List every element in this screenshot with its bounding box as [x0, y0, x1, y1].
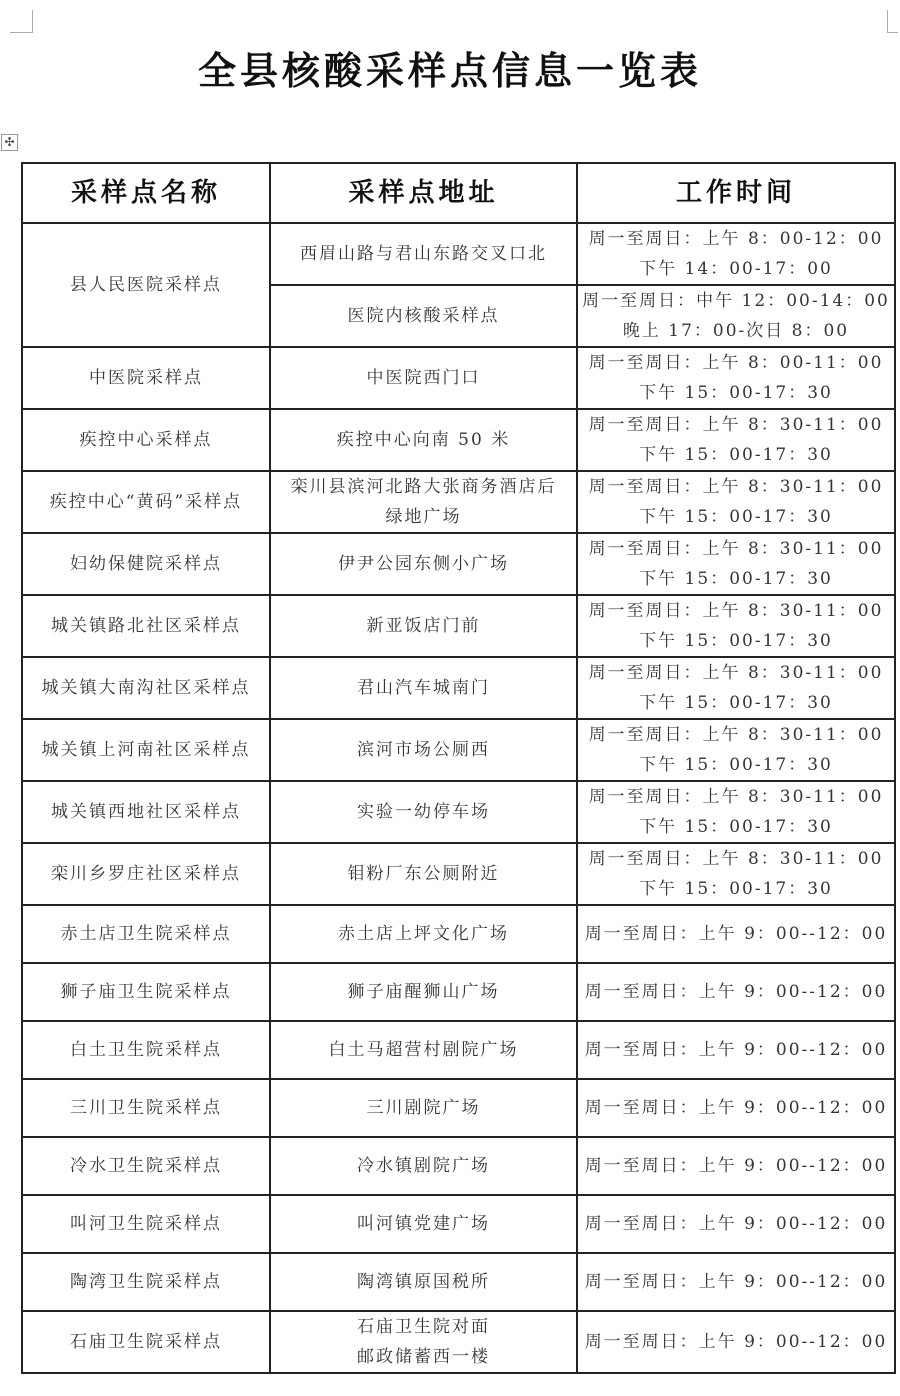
working-hours-cell-line: 周一至周日：上午 8：30-11：00 [588, 663, 884, 683]
working-hours-cell [577, 1311, 895, 1373]
site-name-cell: 狮子庙卫生院采样点 [22, 963, 270, 1021]
working-hours-cell-line: 周一至周日：中午 12：00-14：00 [582, 291, 890, 311]
site-address-cell-line: 疾控中心向南 50 米 [336, 430, 511, 450]
page-corner-mark-left [10, 10, 33, 33]
site-address-cell-line: 滨河市场公厕西 [357, 740, 490, 760]
working-hours-cell [577, 905, 895, 963]
working-hours-cell-line: 周一至周日：上午 9：00--12：00 [584, 924, 888, 944]
site-address-cell [270, 1021, 577, 1079]
site-address-cell-line: 栾川县滨河北路大张商务酒店后 [290, 477, 557, 497]
site-name-cell: 城关镇西地社区采样点 [22, 781, 270, 843]
site-address-cell-line: 中医院西门口 [366, 368, 481, 388]
table-move-handle-icon[interactable]: ✣ [1, 134, 18, 151]
working-hours-cell [577, 471, 895, 533]
site-address-cell-line: 君山汽车城南门 [357, 678, 490, 698]
site-address-cell [270, 595, 577, 657]
site-name-cell: 赤土店卫生院采样点 [22, 905, 270, 963]
site-address-cell-line: 狮子庙醒狮山广场 [347, 982, 500, 1002]
working-hours-cell [577, 1195, 895, 1253]
working-hours-cell-line: 下午 15：00-17：30 [639, 569, 833, 589]
site-address-cell-line: 叫河镇党建广场 [357, 1214, 490, 1234]
site-address-cell-line: 实验一幼停车场 [357, 802, 490, 822]
site-address-cell [270, 657, 577, 719]
table-row [22, 1253, 895, 1311]
site-address-cell-line: 三川剧院广场 [366, 1098, 481, 1118]
site-name-cell: 城关镇路北社区采样点 [22, 595, 270, 657]
table-row [22, 657, 895, 719]
site-address-cell-line: 赤土店上坪文化广场 [338, 924, 509, 944]
working-hours-cell [577, 1021, 895, 1079]
working-hours-cell-line: 周一至周日：上午 8：30-11：00 [588, 539, 884, 559]
working-hours-cell-line: 周一至周日：上午 8：30-11：00 [588, 849, 884, 869]
site-address-cell [270, 471, 577, 533]
working-hours-cell-line: 周一至周日：上午 9：00--12：00 [584, 1098, 888, 1118]
site-address-cell [270, 1253, 577, 1311]
working-hours-cell [577, 595, 895, 657]
table-row [22, 533, 895, 595]
working-hours-cell [577, 347, 895, 409]
table-row [22, 1021, 895, 1079]
working-hours-cell-line: 周一至周日：上午 9：00--12：00 [584, 1040, 888, 1060]
working-hours-cell [577, 1253, 895, 1311]
working-hours-cell-line: 周一至周日：上午 8：30-11：00 [588, 415, 884, 435]
table-row [22, 595, 895, 657]
working-hours-cell [577, 223, 895, 285]
table-row [22, 1311, 895, 1373]
working-hours-cell-line: 周一至周日：上午 9：00--12：00 [584, 1272, 888, 1292]
working-hours-cell [577, 409, 895, 471]
site-address-cell-line: 伊尹公园东侧小广场 [338, 554, 509, 574]
working-hours-cell-line: 下午 15：00-17：30 [639, 693, 833, 713]
table-row [22, 223, 895, 285]
site-name-cell: 三川卫生院采样点 [22, 1079, 270, 1137]
table-row [22, 1137, 895, 1195]
site-name-cell: 陶湾卫生院采样点 [22, 1253, 270, 1311]
header-working-hours: 工作时间 [577, 163, 895, 223]
site-address-cell [270, 1195, 577, 1253]
site-address-cell [270, 1079, 577, 1137]
sampling-sites-table [21, 162, 896, 1374]
document-title: 全县核酸采样点信息一览表 [197, 48, 702, 93]
table-row [22, 1079, 895, 1137]
site-address-cell [270, 285, 577, 347]
working-hours-cell-line: 周一至周日：上午 9：00--12：00 [584, 1156, 888, 1176]
site-address-cell [270, 781, 577, 843]
site-address-cell [270, 905, 577, 963]
site-address-cell [270, 409, 577, 471]
header-site-name: 采样点名称 [22, 163, 270, 223]
site-address-cell [270, 963, 577, 1021]
working-hours-cell [577, 963, 895, 1021]
working-hours-cell-line: 周一至周日：上午 8：30-11：00 [588, 787, 884, 807]
site-address-cell [270, 1311, 577, 1373]
site-address-cell-line: 陶湾镇原国税所 [357, 1272, 490, 1292]
site-name-cell: 白土卫生院采样点 [22, 1021, 270, 1079]
working-hours-cell-line: 晚上 17：00-次日 8：00 [622, 321, 850, 341]
working-hours-cell [577, 285, 895, 347]
working-hours-cell [577, 657, 895, 719]
table-row [22, 1195, 895, 1253]
site-address-cell [270, 223, 577, 285]
site-address-cell [270, 1137, 577, 1195]
table-row [22, 719, 895, 781]
header-site-address: 采样点地址 [270, 163, 577, 223]
working-hours-cell [577, 533, 895, 595]
working-hours-cell-line: 周一至周日：上午 9：00--12：00 [584, 982, 888, 1002]
site-address-cell [270, 843, 577, 905]
working-hours-cell [577, 781, 895, 843]
table-row [22, 347, 895, 409]
site-address-cell [270, 533, 577, 595]
working-hours-cell-line: 下午 15：00-17：30 [639, 879, 833, 899]
site-name-cell: 叫河卫生院采样点 [22, 1195, 270, 1253]
working-hours-cell [577, 843, 895, 905]
working-hours-cell-line: 下午 15：00-17：30 [639, 445, 833, 465]
working-hours-cell-line: 下午 15：00-17：30 [639, 631, 833, 651]
working-hours-cell-line: 周一至周日：上午 8：00-12：00 [588, 229, 884, 249]
site-address-cell-line: 白土马超营村剧院广场 [328, 1040, 519, 1060]
site-address-cell [270, 719, 577, 781]
site-address-cell-line: 西眉山路与君山东路交叉口北 [300, 244, 547, 264]
working-hours-cell-line: 周一至周日：上午 8：00-11：00 [588, 353, 884, 373]
site-name-cell: 县人民医院采样点 [22, 223, 270, 347]
working-hours-cell-line: 下午 14：00-17：00 [639, 259, 833, 279]
table-row [22, 781, 895, 843]
working-hours-cell-line: 下午 15：00-17：30 [639, 755, 833, 775]
site-name-cell: 城关镇上河南社区采样点 [22, 719, 270, 781]
table-header-row [22, 163, 895, 223]
working-hours-cell-line: 周一至周日：上午 8：30-11：00 [588, 477, 884, 497]
working-hours-cell [577, 1137, 895, 1195]
site-name-cell: 栾川乡罗庄社区采样点 [22, 843, 270, 905]
working-hours-cell-line: 周一至周日：上午 8：30-11：00 [588, 601, 884, 621]
site-address-cell-line: 医院内核酸采样点 [347, 306, 500, 326]
working-hours-cell [577, 719, 895, 781]
site-address-cell-line: 新亚饭店门前 [366, 616, 481, 636]
table-row [22, 905, 895, 963]
site-name-cell: 疾控中心“黄码”采样点 [22, 471, 270, 533]
working-hours-cell-line: 周一至周日：上午 8：30-11：00 [588, 725, 884, 745]
table-row [22, 471, 895, 533]
site-name-cell: 妇幼保健院采样点 [22, 533, 270, 595]
working-hours-cell-line: 下午 15：00-17：30 [639, 817, 833, 837]
site-address-cell-line: 石庙卫生院对面 [357, 1317, 490, 1337]
page-corner-mark-right [887, 10, 898, 33]
table-row [22, 409, 895, 471]
site-name-cell: 冷水卫生院采样点 [22, 1137, 270, 1195]
site-name-cell: 城关镇大南沟社区采样点 [22, 657, 270, 719]
site-address-cell [270, 347, 577, 409]
site-address-cell-line: 邮政储蓄西一楼 [357, 1347, 490, 1367]
site-address-cell-line: 钼粉厂东公厕附近 [347, 864, 500, 884]
working-hours-cell-line: 周一至周日：上午 9：00--12：00 [584, 1214, 888, 1234]
working-hours-cell-line: 下午 15：00-17：30 [639, 383, 833, 403]
site-name-cell: 中医院采样点 [22, 347, 270, 409]
site-name-cell: 疾控中心采样点 [22, 409, 270, 471]
site-address-cell-line: 冷水镇剧院广场 [357, 1156, 490, 1176]
table-row [22, 843, 895, 905]
working-hours-cell [577, 1079, 895, 1137]
working-hours-cell-line: 下午 15：00-17：30 [639, 507, 833, 527]
working-hours-cell-line: 周一至周日：上午 9：00--12：00 [584, 1332, 888, 1352]
site-name-cell: 石庙卫生院采样点 [22, 1311, 270, 1373]
site-address-cell-line: 绿地广场 [385, 507, 462, 527]
table-row [22, 963, 895, 1021]
